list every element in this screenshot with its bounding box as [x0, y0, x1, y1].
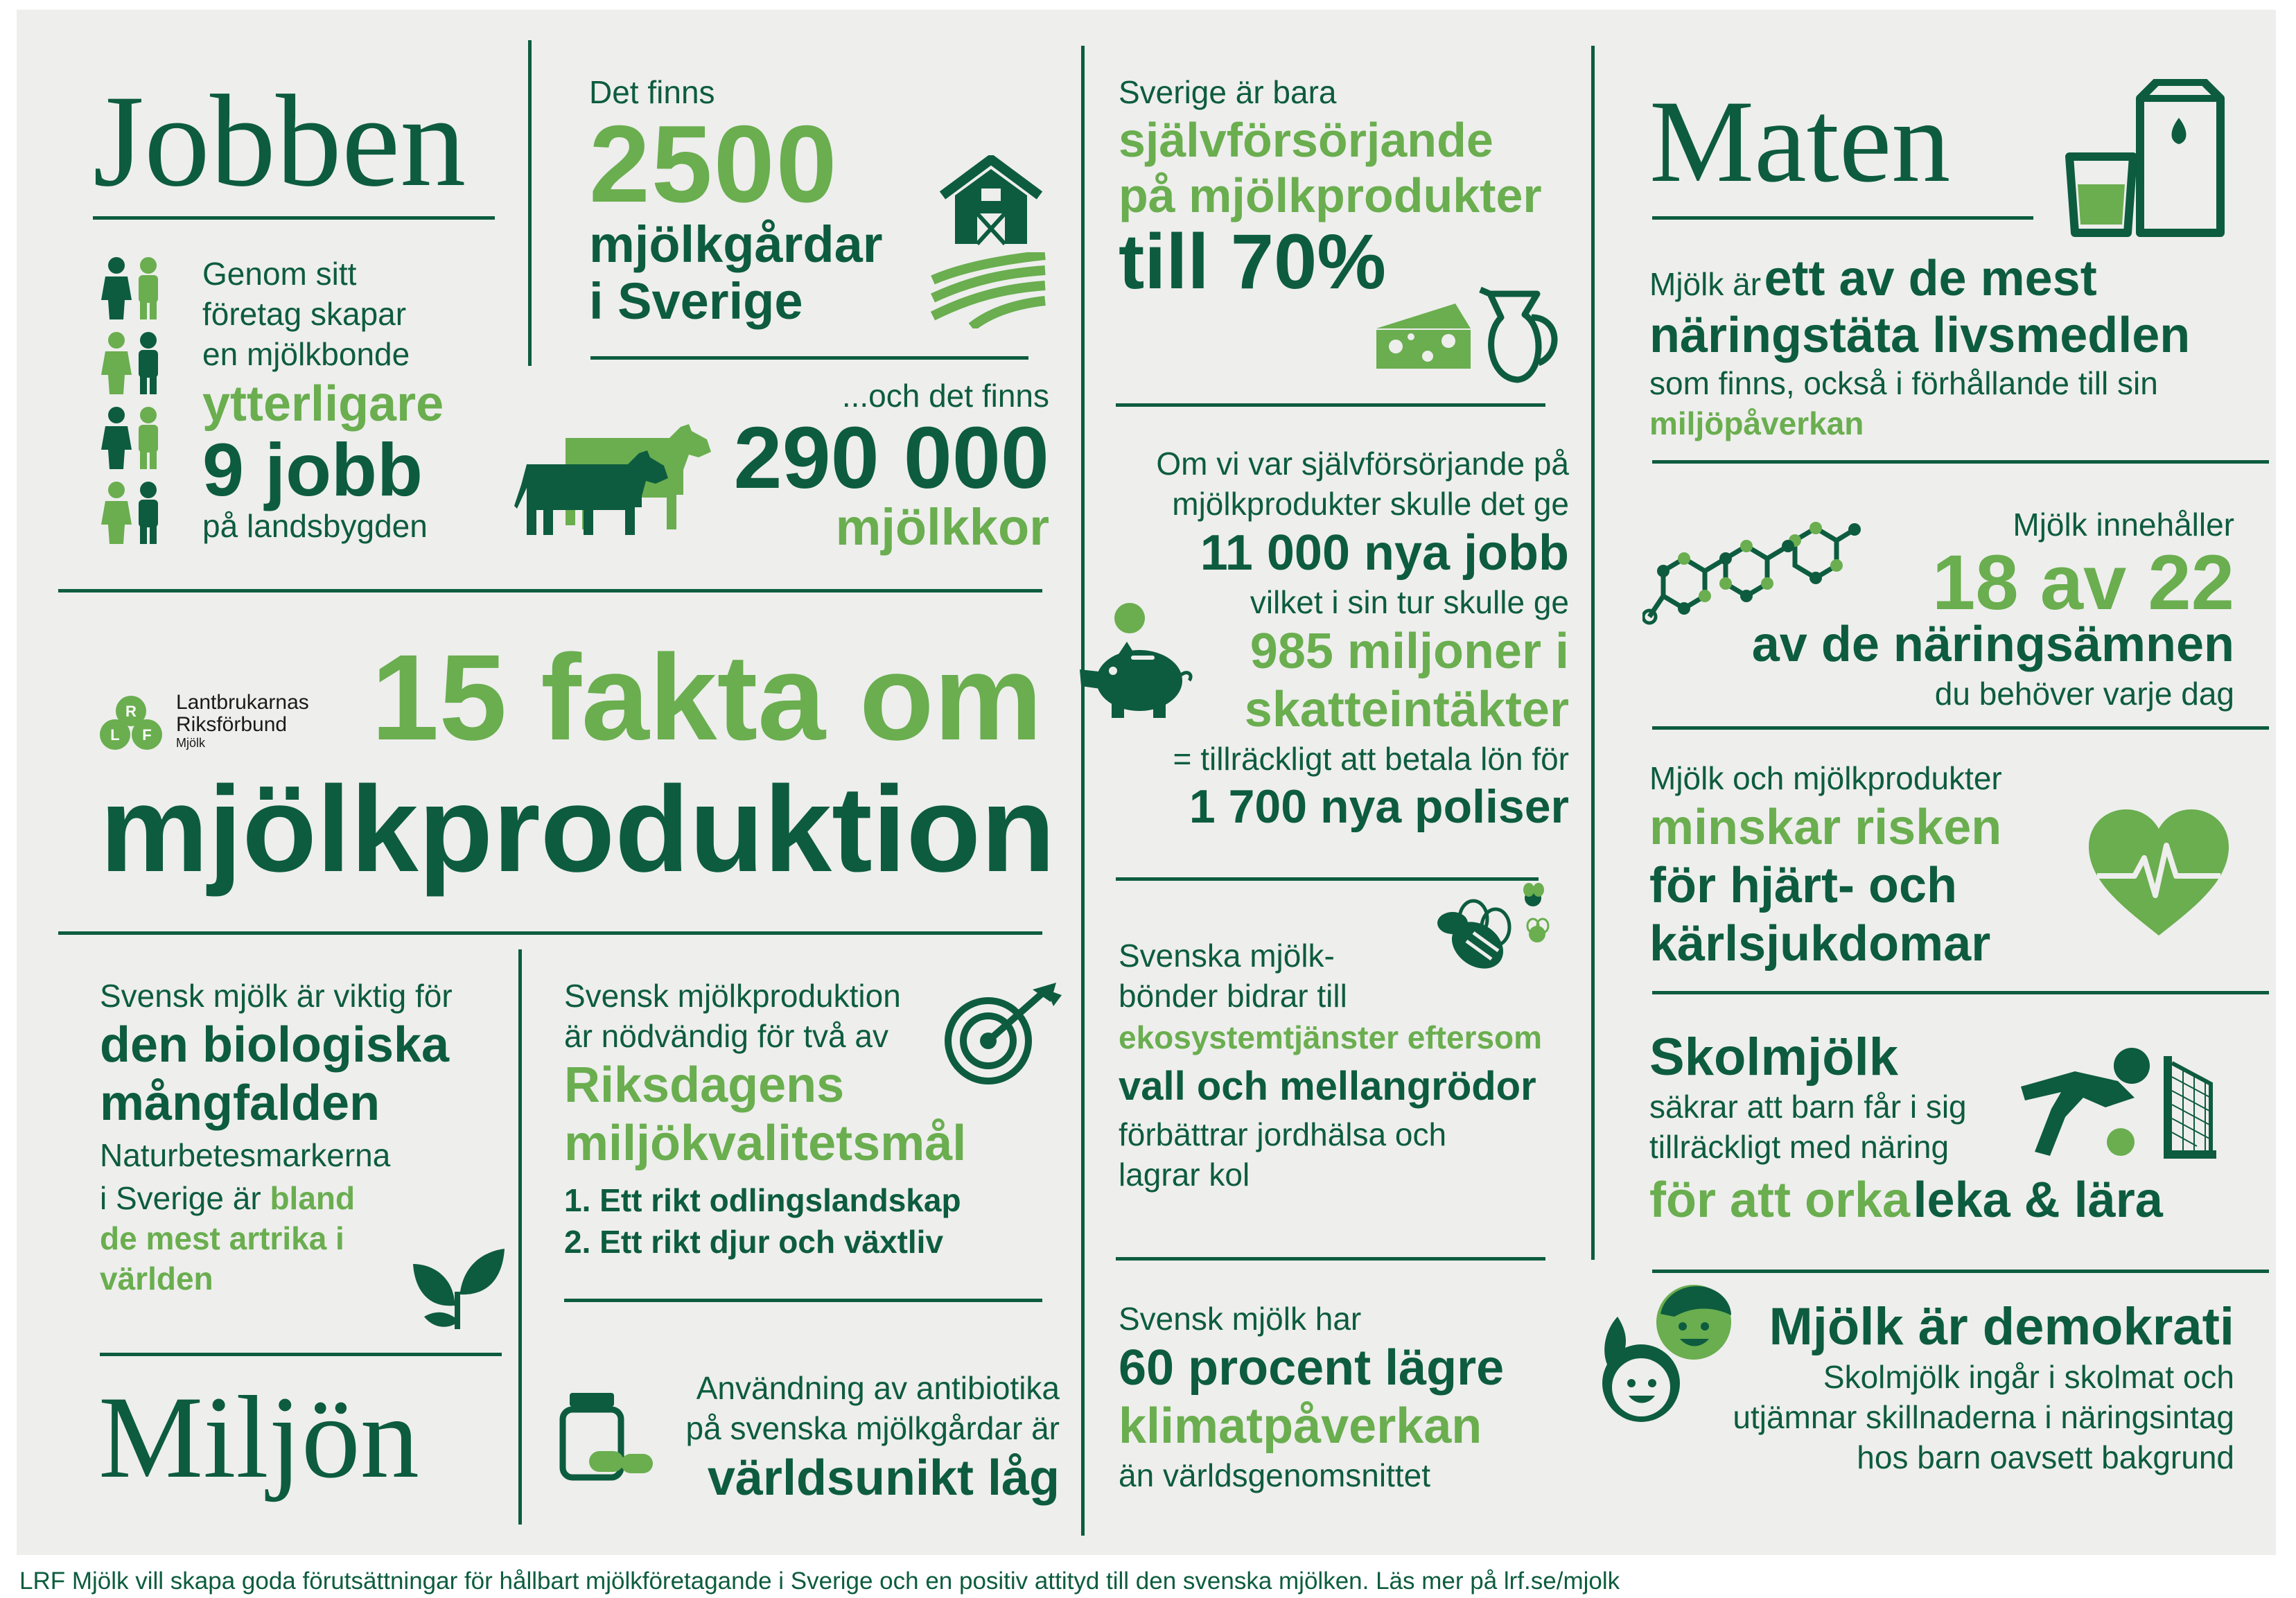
biodiversity-highlight5: världen	[100, 1261, 213, 1297]
lrf-logo-text	[176, 692, 309, 750]
farms-line2: i Sverige	[589, 272, 803, 330]
football-player-icon	[2017, 1042, 2218, 1160]
heart-highlight2: för hjärt- och	[1649, 858, 1957, 913]
goals-highlight1: Riksdagens	[564, 1057, 845, 1113]
climate-text1: Svensk mjölk har	[1119, 1301, 1362, 1337]
jobben-highlight2: 9 jobb	[202, 428, 423, 511]
nutrition-highlight2: näringstäta livsmedlen	[1649, 308, 2191, 363]
economy-text2: mjölkprodukter skulle det ge	[1172, 486, 1569, 522]
school-milk-text2: tillräckligt med näring	[1649, 1129, 1949, 1165]
antibiotics-block	[626, 1368, 1060, 1508]
ecosystem-text4: lagrar kol	[1119, 1157, 1250, 1193]
jobben-highlight1: ytterligare	[202, 376, 444, 432]
nutrition-block	[1649, 249, 2273, 444]
divider	[1652, 216, 2033, 220]
ecosystem-text3: förbättrar jordhälsa och	[1119, 1116, 1447, 1152]
biodiversity-highlight2: mångfalden	[100, 1075, 380, 1131]
lrf-logo	[93, 696, 169, 751]
lrf-logo-name2: Riksförbund	[176, 713, 288, 736]
jobben-text2: företag skapar	[202, 296, 407, 332]
goals-item2: 2. Ett rikt djur och växtliv	[564, 1224, 944, 1260]
nutrition-highlight1: ett av de mest	[1764, 251, 2097, 306]
economy-highlight3: skatteintäkter	[1244, 682, 1569, 737]
democracy-block	[1652, 1297, 2234, 1477]
democracy-text1: Skolmjölk ingår i skolmat och	[1823, 1359, 2234, 1395]
goals-text2: är nödvändig för två av	[564, 1018, 888, 1054]
economy-highlight2: 985 miljoner i	[1250, 624, 1569, 679]
divider	[1652, 726, 2269, 730]
economy-text1: Om vi var självförsörjande på	[1156, 446, 1569, 482]
divider	[58, 589, 1042, 592]
democracy-heading: Mjölk är demokrati	[1769, 1297, 2234, 1356]
target-icon	[943, 983, 1067, 1087]
milk-jug-icon	[1476, 287, 1566, 384]
selfsufficiency-line1: självförsörjande	[1119, 113, 1493, 167]
heart-pulse-icon	[2086, 807, 2232, 938]
biodiversity-highlight1: den biologiska	[100, 1017, 450, 1073]
democracy-text3: hos barn oavsett bakgrund	[1857, 1439, 2234, 1475]
selfsufficiency-line3: till 70%	[1119, 218, 1386, 305]
divider	[590, 356, 1028, 360]
divider	[58, 931, 1042, 935]
goals-highlight2: miljökvalitetsmål	[564, 1116, 967, 1171]
school-milk-highlight1: för att orka	[1649, 1173, 1911, 1228]
svg-text:F: F	[142, 726, 152, 744]
nutrients-block2	[1652, 615, 2234, 714]
antibiotics-text1: Användning av antibiotika	[696, 1370, 1060, 1406]
piggy-bank-icon	[1077, 603, 1195, 721]
ecosystem-highlight2: vall och mellangrödor	[1119, 1064, 1536, 1109]
ecosystem-text1: Svenska mjölk-	[1119, 938, 1335, 974]
divider	[1652, 991, 2269, 994]
jobben-text1: Genom sitt	[202, 256, 357, 292]
economy-highlight4: 1 700 nya poliser	[1189, 780, 1569, 833]
divider	[1081, 46, 1085, 1536]
nutrition-highlight3: miljöpåverkan	[1649, 405, 1864, 441]
biodiversity-highlight4: de mest artrika i	[100, 1220, 344, 1256]
divider	[528, 40, 532, 366]
people-icon	[98, 256, 168, 547]
cows-block	[661, 376, 1049, 554]
nutrition-row1	[1649, 249, 2273, 308]
school-milk-heading: Skolmjölk	[1649, 1028, 1898, 1087]
footer-text: LRF Mjölk vill skapa goda förutsättningar för hållbart mjölkföretagande i Sverige och en positiv attityd till den svenska mjölken. Läs mer på lrf.se/mjolk	[19, 1568, 1620, 1595]
cows-label: mjölkkor	[835, 498, 1049, 556]
biodiversity-text2: Naturbetesmarkerna	[100, 1137, 391, 1173]
divider	[1116, 403, 1545, 407]
nutrients-text1: Mjölk innehåller	[2013, 507, 2234, 543]
ecosystem-highlight1: ekosystemtjänster eftersom	[1119, 1019, 1543, 1055]
miljon-heading: Miljön	[98, 1372, 419, 1502]
lrf-logo-name1: Lantbrukarnas	[176, 691, 309, 714]
divider	[1652, 1270, 2269, 1273]
nutrition-text1: Mjölk är	[1649, 266, 1762, 302]
svg-text:R: R	[125, 703, 137, 720]
biodiversity-highlight3: bland	[270, 1180, 356, 1216]
antibiotics-text2: på svenska mjölkgårdar är	[685, 1410, 1060, 1446]
jobben-text4: på landsbygden	[202, 508, 428, 544]
climate-highlight2: klimatpåverkan	[1119, 1398, 1482, 1454]
svg-text:L: L	[110, 726, 120, 744]
title-line1: 15 fakta om	[371, 630, 1042, 766]
cows-number: 290 000	[733, 409, 1049, 507]
heart-block	[1649, 758, 2135, 973]
biodiversity-text3-row	[100, 1178, 516, 1218]
nutrients-text2: du behöver varje dag	[1934, 676, 2234, 712]
farms-intro: Det finns	[589, 74, 715, 110]
selfsufficiency-intro: Sverige är bara	[1119, 74, 1337, 110]
divider	[564, 1299, 1042, 1302]
jobben-text	[202, 254, 521, 546]
milk-carton-glass-icon	[2065, 79, 2232, 238]
democracy-text2: utjämnar skillnaderna i näringsintag	[1733, 1399, 2234, 1435]
climate-block	[1119, 1299, 1590, 1495]
barn-icon	[936, 155, 1046, 245]
nutrients-highlight2: av de näringsämnen	[1751, 617, 2234, 672]
divider	[1116, 1257, 1545, 1261]
farms-number: 2500	[589, 103, 839, 225]
biodiversity-text1: Svensk mjölk är viktig för	[100, 978, 453, 1014]
school-milk-text1: säkrar att barn får i sig	[1649, 1089, 1967, 1125]
jobben-heading: Jobben	[93, 69, 466, 214]
nutrients-highlight1: 18 av 22	[1932, 539, 2234, 626]
cows-intro: ...och det finns	[841, 378, 1049, 414]
heart-highlight1: minskar risken	[1649, 800, 2002, 855]
nutrients-block	[1791, 504, 2234, 626]
selfsufficiency-line2: på mjölkprodukter	[1119, 168, 1542, 222]
leaf-icon	[410, 1243, 507, 1333]
field-icon	[930, 252, 1048, 328]
divider	[93, 216, 495, 220]
jobben-text3: en mjölkbonde	[202, 336, 410, 372]
maten-heading: Maten	[1649, 76, 1951, 207]
heart-text1: Mjölk och mjölkprodukter	[1649, 760, 2002, 796]
ecosystem-text2: bönder bidrar till	[1119, 978, 1347, 1014]
biodiversity-text3: i Sverige är	[100, 1180, 261, 1216]
farms-block	[589, 72, 922, 330]
economy-highlight1: 11 000 nya jobb	[1200, 525, 1569, 581]
lrf-logo-sub: Mjölk	[176, 736, 206, 750]
goals-text1: Svensk mjölkproduktion	[564, 978, 901, 1014]
nutrition-text2: som finns, också i förhållande till sin	[1649, 365, 2158, 401]
school-milk-row	[1649, 1171, 2273, 1229]
divider	[1652, 460, 2269, 464]
farms-line1: mjölkgårdar	[589, 216, 883, 273]
title-line2: mjölkproduktion	[100, 762, 1055, 897]
ecosystem-block	[1119, 936, 1604, 1195]
selfsufficiency-block	[1119, 72, 1590, 305]
economy-text3: vilket i sin tur skulle ge	[1250, 584, 1569, 620]
school-milk-highlight2: leka & lära	[1913, 1173, 2163, 1228]
climate-text2: än världsgenomsnittet	[1119, 1457, 1431, 1493]
climate-highlight1: 60 procent lägre	[1119, 1340, 1505, 1396]
goals-item1: 1. Ett rikt odlingslandskap	[564, 1182, 961, 1218]
antibiotics-highlight: världsunikt låg	[707, 1450, 1060, 1506]
heart-highlight3: kärlsjukdomar	[1649, 916, 1991, 972]
cheese-icon	[1372, 301, 1476, 370]
infographic-panel	[17, 10, 2276, 1555]
divider	[100, 1353, 502, 1356]
divider	[518, 949, 522, 1525]
economy-text4: = tillräckligt att betala lön för	[1173, 741, 1569, 777]
